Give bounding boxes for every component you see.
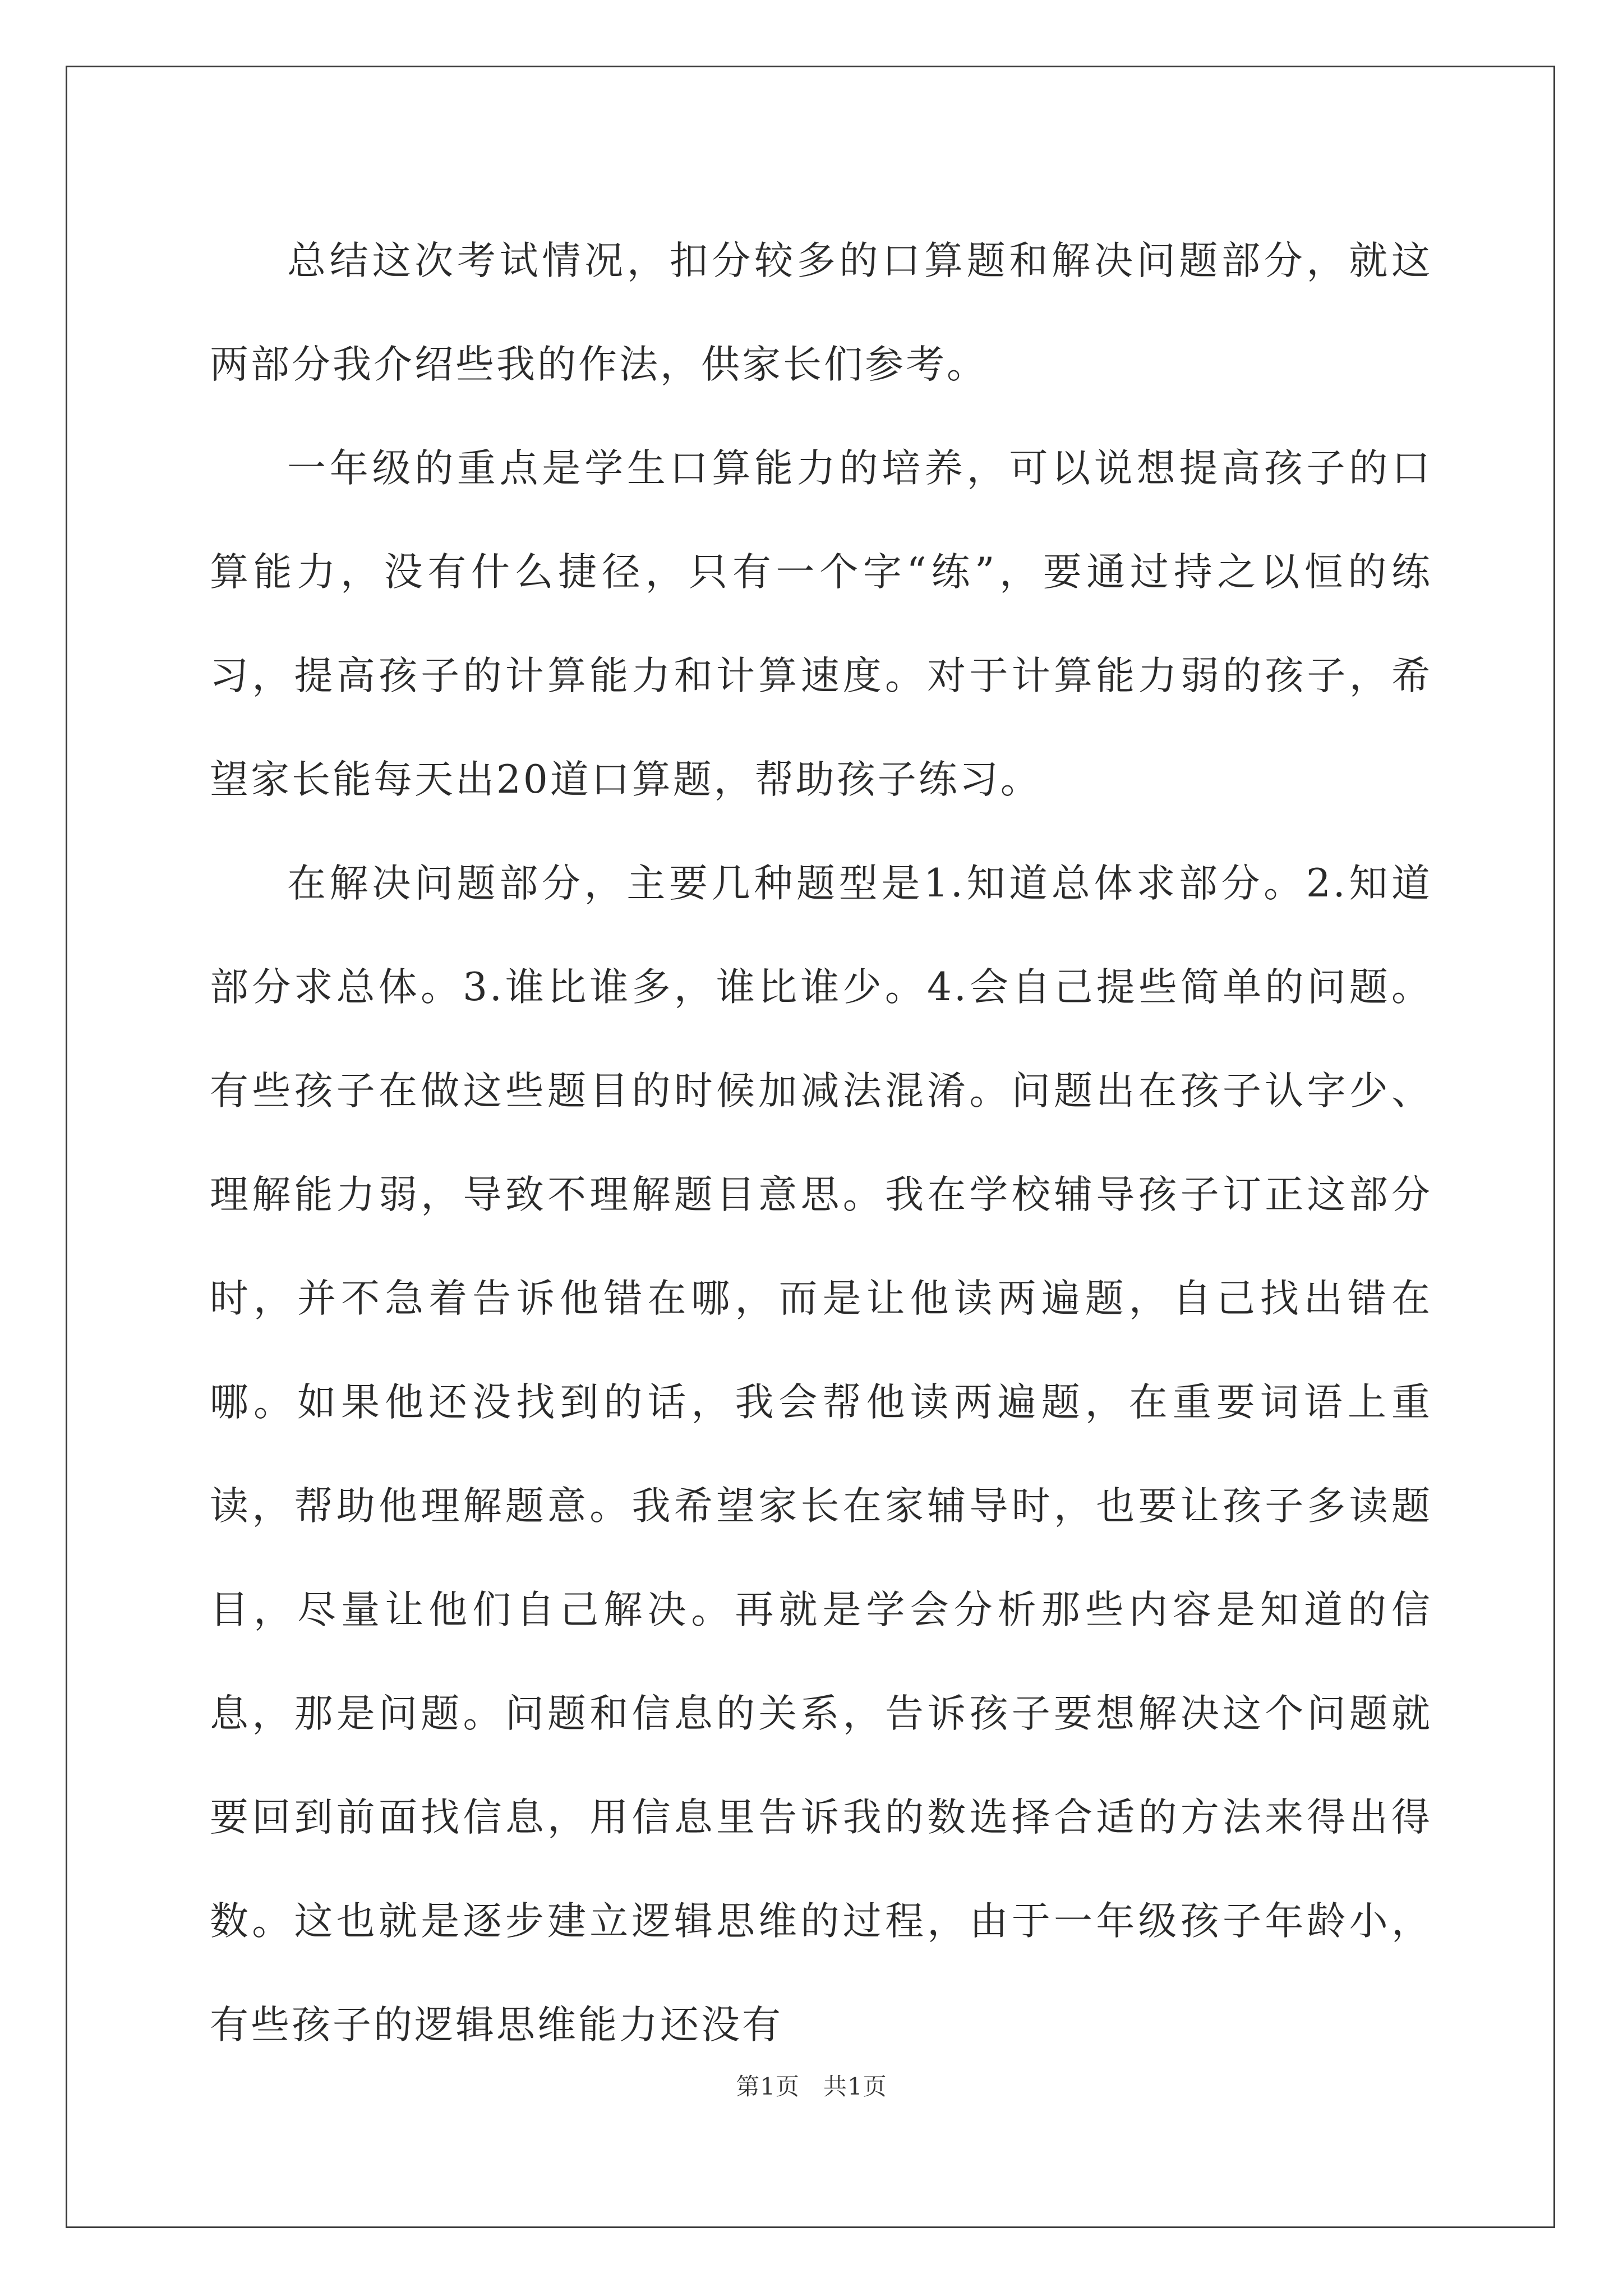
page-count: 共1页 xyxy=(823,2073,887,2100)
page-footer xyxy=(0,2070,1623,2104)
paragraph-2: 一年级的重点是学生口算能力的培养，可以说想提高孩子的口算能力，没有什么捷径，只有一个字“练”，要通过持之以恒的练习，提高孩子的计算能力和计算速度。对于计算能力弱的孩子，希望家长能每天出20道口算题，帮助孩子练习。 xyxy=(210,446,1432,802)
paragraph-1: 总结这次考试情况，扣分较多的口算题和解决问题部分，就这两部分我介绍些我的作法，供家长们参考。 xyxy=(210,238,1432,387)
paragraph-3: 在解决问题部分，主要几种题型是1.知道总体求部分。2.知道部分求总体。3.谁比谁多，谁比谁少。4.会自己提些简单的问题。有些孩子在做这些题目的时候加减法混淆。问题出在孩子认字少、理解能力弱，导致不理解题目意思。我在学校辅导孩子订正这部分时，并不急着告诉他错在哪，而是让他读两遍题，自己找出错在哪。如果他还没找到的话，我会帮他读两遍题，在重要词语上重读，帮助他理解题意。我希望家长在家辅导时，也要让孩子多读题目，尽量让他们自己解决。再就是学会分析那些内容是知道的信息，那是问题。问题和信息的关系，告诉孩子要想解决这个问题就要回到前面找信息，用信息里告诉我的数选择合适的方法来得出得数。这也就是逐步建立逻辑思维的过程，由于一年级孩子年龄小，有些孩子的逻辑思维能力还没有 xyxy=(210,861,1432,2047)
document-body xyxy=(210,209,1432,2077)
page-number: 第1页 xyxy=(736,2073,800,2100)
